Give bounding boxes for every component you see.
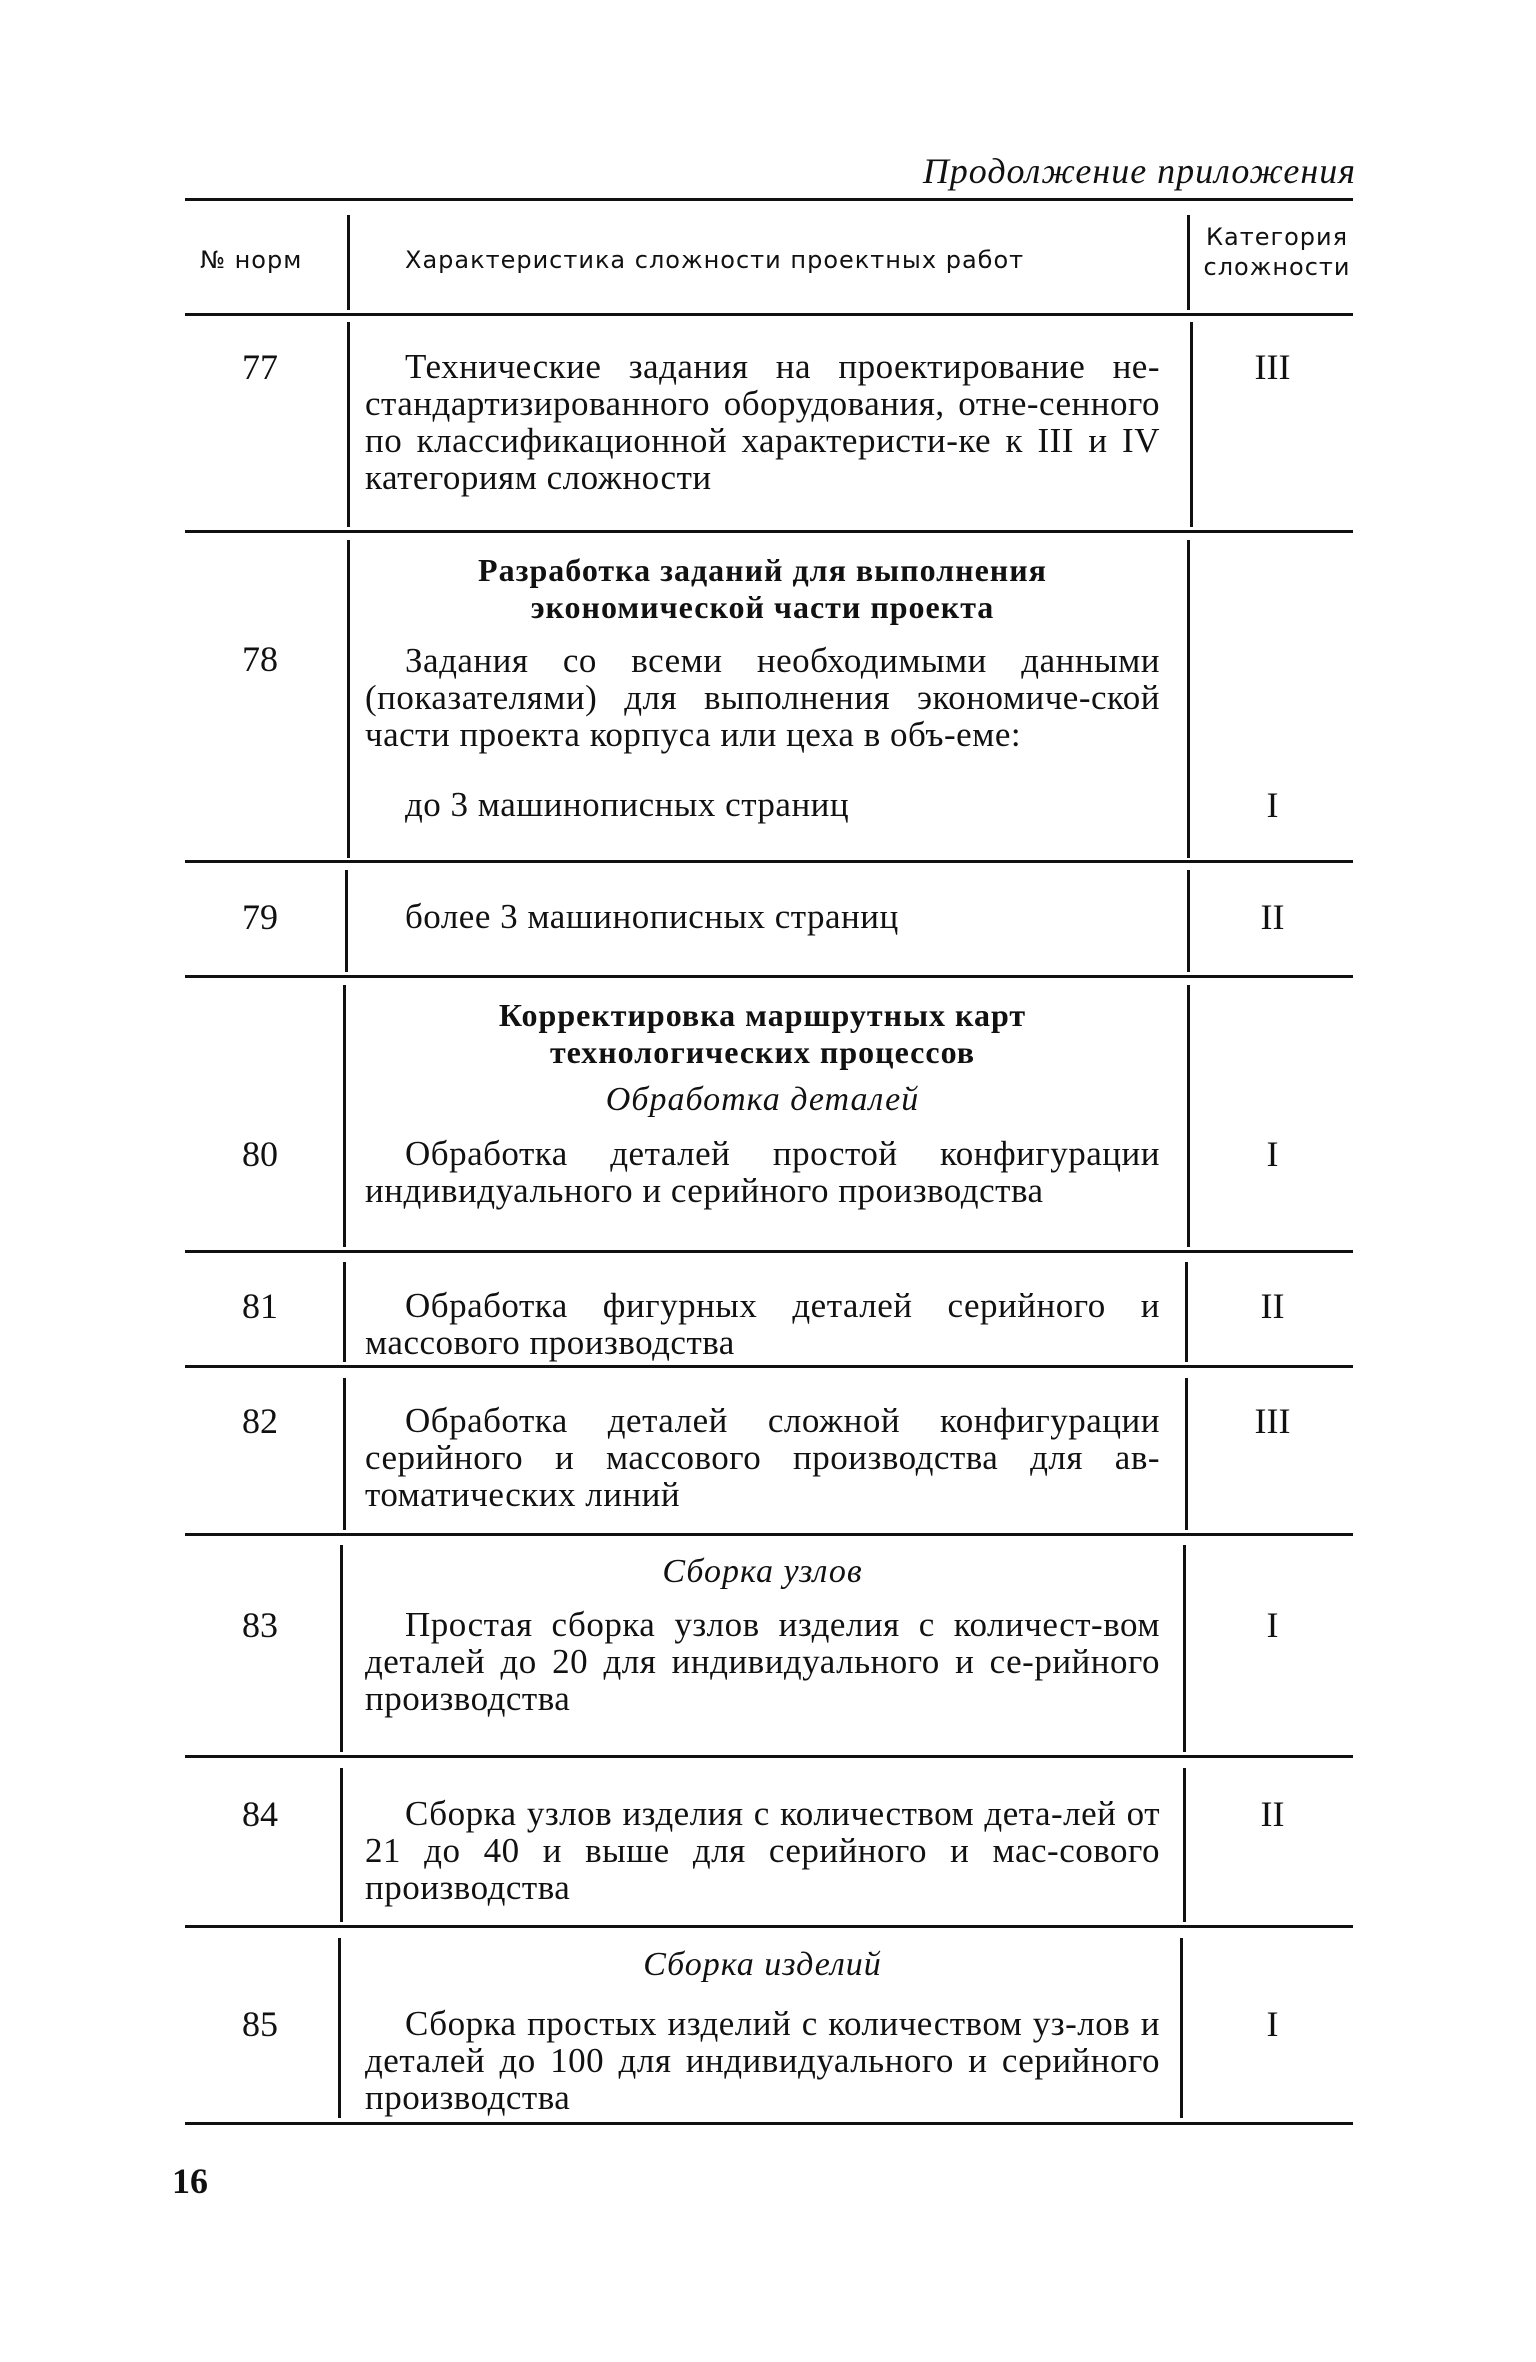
subsection-heading: Сборка изделий (643, 1946, 882, 1983)
column-divider (343, 1378, 346, 1530)
row-divider (185, 1365, 1353, 1368)
row-category: II (1260, 897, 1285, 937)
row-description: Обработка деталей сложной конфигурации серийного и массового производства для ав-томатических линий (365, 1401, 1160, 1514)
row-description-continuation: до 3 машинописных страниц (405, 785, 850, 824)
row-description: Простая сборка узлов изделия с количест-вом деталей до 20 для индивидуального и се-рийного производства (365, 1605, 1160, 1718)
column-divider (1183, 1545, 1186, 1752)
column-divider (343, 985, 346, 1247)
column-header-category-line2: сложности (1203, 253, 1351, 281)
column-divider (1185, 1262, 1188, 1362)
row-description: Технические задания на проектирование не-стандартизированного оборудования, отне-сенного по классификационной характеристи-ке к III и IV категориям сложности (365, 347, 1160, 497)
row-category: I (1266, 2004, 1279, 2044)
row-category: II (1260, 1286, 1285, 1326)
header-bottom-rule (185, 313, 1353, 316)
row-number: 77 (242, 347, 278, 387)
column-divider (340, 1545, 343, 1752)
row-description: более 3 машинописных страниц (405, 897, 899, 936)
table-bottom-rule (185, 2122, 1353, 2125)
row-category: II (1260, 1794, 1285, 1834)
row-divider (185, 1925, 1353, 1928)
row-number: 78 (242, 639, 278, 679)
row-category: III (1254, 1401, 1291, 1441)
row-number: 85 (242, 2004, 278, 2044)
column-header-number: № норм (200, 246, 303, 274)
table-top-rule (185, 198, 1353, 201)
column-divider (347, 322, 350, 527)
column-header-description: Характеристика сложности проектных работ (405, 246, 1025, 274)
column-divider (1185, 1378, 1188, 1530)
column-header-category (1192, 222, 1362, 282)
column-divider (343, 1262, 346, 1362)
column-divider (1187, 985, 1190, 1247)
column-divider (1187, 215, 1190, 310)
row-number: 82 (242, 1401, 278, 1441)
section-heading: Разработка заданий для выполнения экономической части проекта (478, 552, 1047, 625)
row-divider (185, 1755, 1353, 1758)
column-divider (340, 1768, 343, 1922)
row-description: Обработка фигурных деталей серийного и массового производства (365, 1286, 1160, 1362)
row-category: I (1266, 1134, 1279, 1174)
row-description: Сборка простых изделий с количеством уз-лов и деталей до 100 для индивидуального и серийного производства (365, 2004, 1160, 2117)
row-description: Сборка узлов изделия с количеством дета-лей от 21 до 40 и выше для серийного и мас-сового производства (365, 1794, 1160, 1907)
row-category: I (1266, 785, 1279, 825)
column-divider (345, 870, 348, 972)
column-divider (347, 215, 350, 310)
column-header-category-line1: Категория (1205, 223, 1349, 251)
subsection-heading: Сборка узлов (662, 1553, 863, 1590)
row-number: 84 (242, 1794, 278, 1834)
row-category: I (1266, 1605, 1279, 1645)
row-divider (185, 860, 1353, 863)
column-divider (1183, 1768, 1186, 1922)
row-divider (185, 1250, 1353, 1253)
row-divider (185, 530, 1353, 533)
row-description: Обработка деталей простой конфигурации индивидуального и серийного производства (365, 1134, 1160, 1210)
continuation-caption: Продолжение приложения (922, 151, 1356, 191)
subsection-heading: Обработка деталей (605, 1081, 920, 1118)
row-category: III (1254, 347, 1291, 387)
row-divider (185, 975, 1353, 978)
column-divider (338, 1938, 341, 2118)
column-divider (347, 540, 350, 858)
row-divider (185, 1533, 1353, 1536)
section-heading: Корректировка маршрутных карт технологических процессов (498, 997, 1027, 1070)
row-number: 80 (242, 1134, 278, 1174)
column-divider (1180, 1938, 1183, 2118)
row-number: 83 (242, 1605, 278, 1645)
row-description: Задания со всеми необходимыми данными (показателями) для выполнения экономиче-ской части проекта корпуса или цеха в объ-еме: (365, 641, 1160, 754)
page-number: 16 (172, 2161, 208, 2201)
row-number: 79 (242, 897, 278, 937)
row-number: 81 (242, 1286, 278, 1326)
